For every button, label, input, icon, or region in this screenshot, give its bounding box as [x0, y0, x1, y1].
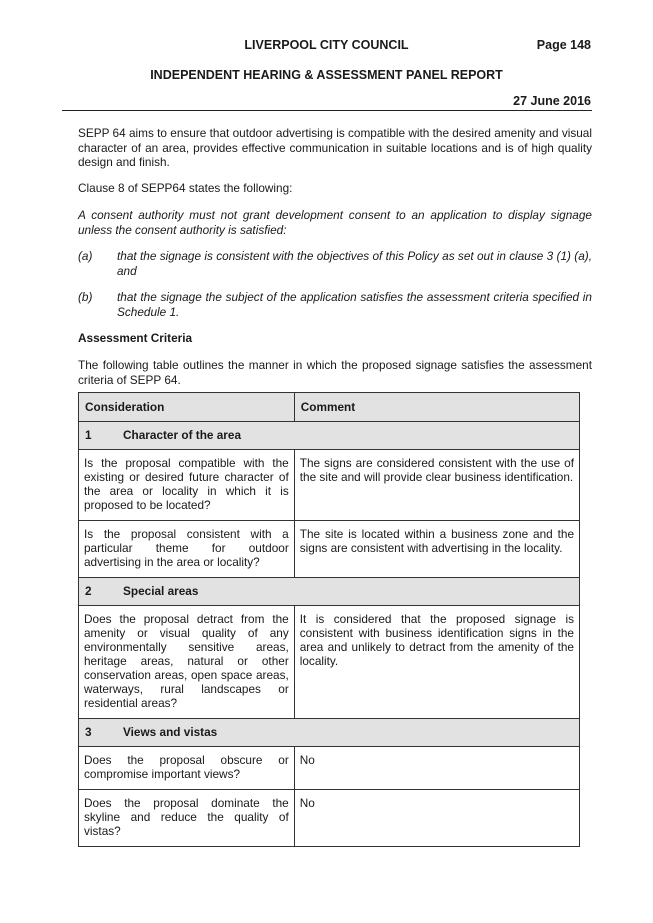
- section-number: 1: [85, 428, 92, 442]
- page-number: Page 148: [536, 38, 591, 52]
- table-row: [79, 790, 580, 847]
- list-text: that the signage the subject of the application satisfies the assessment criteria specified in Schedule 1.: [117, 290, 592, 319]
- section-heading: [79, 719, 580, 747]
- section-heading: [79, 578, 580, 606]
- table-row: [79, 450, 580, 521]
- consideration-cell: Does the proposal obscure or compromise important views?: [79, 747, 295, 790]
- section-row: [79, 578, 580, 606]
- table-row: [79, 747, 580, 790]
- comment-cell: No: [294, 747, 579, 790]
- report-date: 27 June 2016: [513, 94, 591, 108]
- paragraph-table-intro: The following table outlines the manner in which the proposed signage satisfies the assessment criteria of SEPP 64.: [78, 358, 592, 387]
- comment-cell: It is considered that the proposed signage is consistent with business identification signs in the area and unlikely to detract from the amenity of the locality.: [294, 606, 579, 719]
- table-row: [79, 521, 580, 578]
- section-title: Character of the area: [123, 428, 242, 442]
- comment-cell: No: [294, 790, 579, 847]
- consideration-cell: Is the proposal compatible with the existing or desired future character of the area or locality in which it is proposed to be located?: [79, 450, 295, 521]
- council-name: LIVERPOOL CITY COUNCIL: [244, 38, 409, 52]
- header-comment: Comment: [294, 393, 579, 422]
- paragraph-consent-authority: A consent authority must not grant development consent to an application to display signage unless the consent authority is satisfied:: [78, 208, 592, 237]
- report-title: INDEPENDENT HEARING & ASSESSMENT PANEL REPORT: [150, 68, 503, 82]
- paragraph-sepp64-aims: SEPP 64 aims to ensure that outdoor advertising is compatible with the desired amenity and visual character of an area, provides effective communication in suitable locations and is of high quality design and finish.: [78, 126, 592, 169]
- header-consideration: Consideration: [79, 393, 295, 422]
- table-row: [79, 606, 580, 719]
- paragraph-clause8: Clause 8 of SEPP64 states the following:: [78, 181, 293, 195]
- comment-cell: The site is located within a business zone and the signs are consistent with advertising in the locality.: [294, 521, 579, 578]
- assessment-criteria-heading: Assessment Criteria: [78, 331, 193, 345]
- assessment-table: [78, 392, 580, 847]
- section-number: 3: [85, 725, 92, 739]
- list-marker: (b): [78, 290, 93, 304]
- consideration-cell: Is the proposal consistent with a particular theme for outdoor advertising in the area or locality?: [79, 521, 295, 578]
- table-header-row: [79, 393, 580, 422]
- section-number: 2: [85, 584, 92, 598]
- section-row: [79, 719, 580, 747]
- consideration-cell: Does the proposal dominate the skyline and reduce the quality of vistas?: [79, 790, 295, 847]
- consideration-cell: Does the proposal detract from the amenity or visual quality of any environmentally sensitive areas, heritage areas, natural or other conservation areas, open space areas, waterways, rural landscapes or residential areas?: [79, 606, 295, 719]
- section-row: [79, 422, 580, 450]
- list-marker: (a): [78, 249, 93, 263]
- comment-cell: The signs are considered consistent with the use of the site and will provide clear business identification.: [294, 450, 579, 521]
- list-text: that the signage is consistent with the objectives of this Policy as set out in clause 3 (1) (a), and: [117, 249, 592, 278]
- section-title: Special areas: [123, 584, 199, 598]
- header-divider: [62, 110, 592, 111]
- section-title: Views and vistas: [123, 725, 218, 739]
- section-heading: [79, 422, 580, 450]
